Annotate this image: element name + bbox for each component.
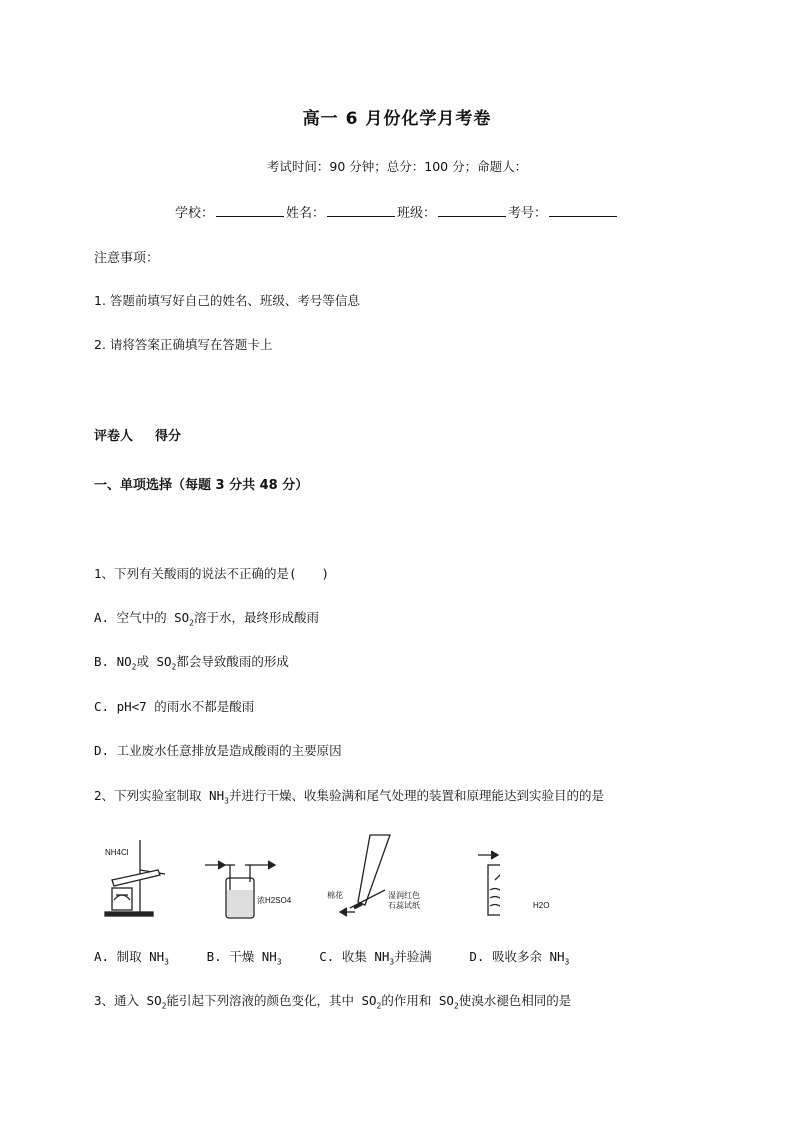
water-label-area [500,830,580,925]
exam-info: 考试时间：90 分钟；总分：100 分；命题人： [266,159,528,174]
option-text: C. 收集 NH [319,949,390,964]
option-b[interactable] [94,652,289,670]
subscript: 2 [131,662,137,672]
litmus-label-2: 石蕊试纸 [388,901,420,910]
collection-tube [327,835,420,916]
note-item: 1. 答题前填写好自己的姓名、班级、考号等信息 [94,293,360,308]
option-c[interactable] [319,949,432,967]
name-blank[interactable] [327,204,395,217]
option-text: D. 工业废水任意排放是造成酸雨的主要原因 [94,743,342,758]
option-text: 都会导致酸雨的形成 [176,654,289,669]
page-title: 高一 6 月份化学月考卷 [302,109,492,129]
stem-text: 使溴水褪色相同的是 [458,993,572,1008]
option-text: D. 吸收多余 NH [469,949,565,964]
subscript: 3 [564,957,570,967]
subscript: 2 [161,1001,167,1011]
h2so4-label: 浓H2SO4 [257,896,292,905]
option-a[interactable] [94,608,319,626]
notes-heading: 注意事项： [94,251,160,266]
question-2-stem [94,786,604,804]
id-label: 考号： [508,206,548,221]
id-blank[interactable] [549,204,617,217]
question-3-stem [94,991,571,1009]
water-label: H2O [533,901,550,910]
school-blank[interactable] [216,204,284,217]
subscript: 3 [276,957,282,967]
grader-row [94,425,203,444]
option-c[interactable] [94,697,254,715]
apparatus-figure [100,830,500,925]
stem-text: 3、通入 SO [94,993,162,1008]
figure-options [94,947,569,965]
stem-text: 的作用和 SO [381,993,454,1008]
class-label: 班级： [397,206,437,221]
option-text: 并验满 [394,949,432,964]
subscript: 2 [189,618,194,628]
option-text: C. pH<7 的雨水不都是酸雨 [94,699,255,714]
stem-text: 2、下列实验室制取 NH [94,788,225,803]
name-label: 姓名： [285,206,325,221]
subscript: 3 [224,796,229,806]
option-text: A. 制取 NH [94,949,165,964]
litmus-label-1: 湿润红色 [388,891,420,900]
option-a[interactable] [94,949,169,967]
option-d[interactable] [94,741,342,759]
question-1-stem: 1、下列有关酸雨的说法不正确的是( ) [94,566,330,581]
option-text: 溶于水，最终形成酸雨 [193,610,319,625]
subscript: 2 [171,662,177,672]
heating-apparatus [105,840,165,916]
school-label: 学校： [174,206,214,221]
section-title: 一、单项选择（每题 3 分共 48 分） [94,478,309,493]
subscript: 2 [453,1001,459,1011]
drying-bottle [205,861,292,918]
nh4cl-label: NH4Cl [105,848,129,857]
option-d[interactable] [469,949,570,967]
stem-text: 能引起下列溶液的颜色变化，其中 SO [166,993,377,1008]
option-text: B. 干燥 NH [206,949,277,964]
subscript: 3 [389,957,395,967]
option-text: B. NO [94,654,132,669]
cotton-label: 棉花 [327,891,343,900]
option-text: A. 空气中的 SO [94,610,190,625]
absorption-beaker [478,851,500,915]
student-fields [0,202,794,221]
class-blank[interactable] [438,204,506,217]
option-b[interactable] [206,949,282,967]
stem-text: 并进行干燥、收集验满和尾气处理的装置和原理能达到实验目的的是 [228,788,604,803]
subscript: 2 [376,1001,382,1011]
score-label: 得分 [155,429,182,444]
subscript: 3 [164,957,169,967]
note-item: 2. 请将答案正确填写在答题卡上 [94,337,273,352]
option-text: 或 SO [136,654,172,669]
reviewer-label: 评卷人 [94,429,134,444]
